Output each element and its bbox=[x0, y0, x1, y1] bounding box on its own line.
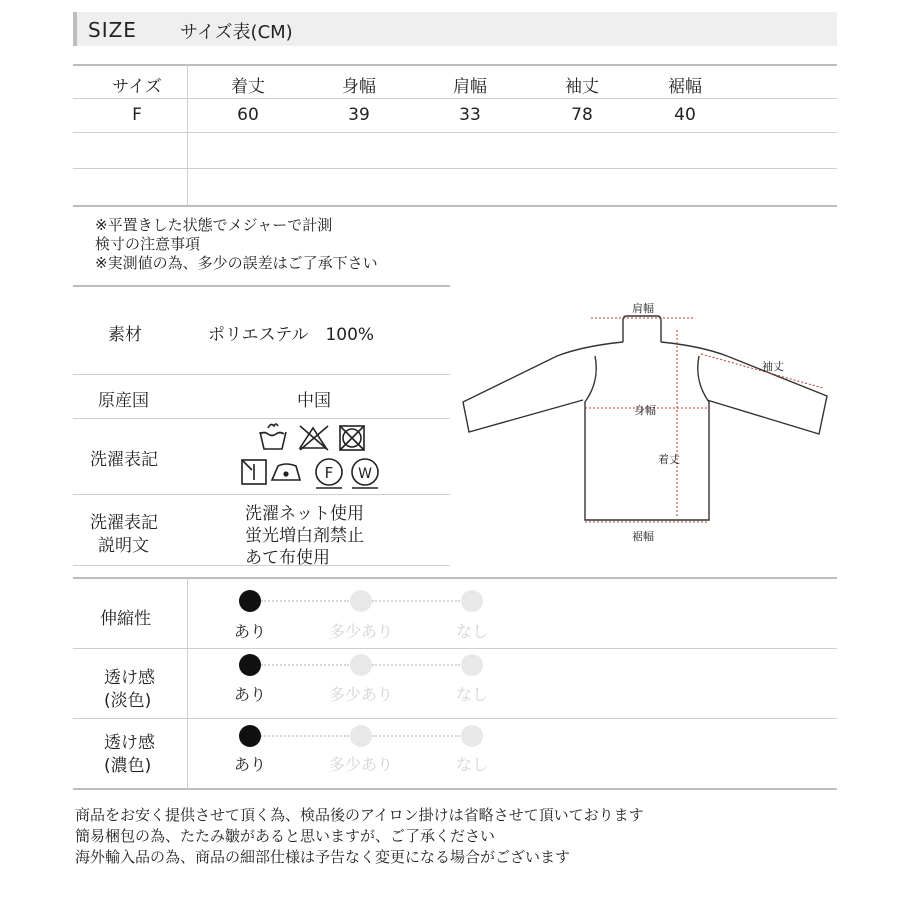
stretch-level-dot-selected bbox=[239, 590, 261, 612]
info-table-divider bbox=[73, 374, 450, 375]
origin-value: 中国 bbox=[297, 391, 331, 411]
care-description-label: 説明文 bbox=[98, 536, 149, 556]
sheer-light-dotted-line bbox=[372, 664, 460, 666]
svg-text:W: W bbox=[358, 466, 372, 482]
no-tumble-dry-icon bbox=[340, 426, 364, 450]
sheer-light-dotted-line bbox=[261, 664, 349, 666]
footer-note: 海外輸入品の為、商品の細部仕様は予告なく変更になる場合がございます bbox=[75, 848, 571, 866]
diagram-label-hem: 裾幅 bbox=[632, 530, 654, 543]
size-table-header: 袖丈 bbox=[565, 77, 599, 97]
stretch-dotted-line bbox=[261, 600, 349, 602]
material-value: ポリエステル 100% bbox=[208, 325, 375, 345]
size-table-cell: 60 bbox=[237, 105, 259, 125]
sheer-light-label: 透け感 bbox=[104, 668, 155, 688]
sheer-light-sublabel: (淡色) bbox=[104, 691, 152, 711]
sheer-dark-level-label: 多少あり bbox=[328, 755, 393, 774]
sheer-dark-level-label: なし bbox=[455, 755, 488, 774]
hand-wash-40-icon bbox=[260, 424, 286, 449]
sheer-dark-level-label: あり bbox=[233, 755, 266, 774]
origin-label: 原産国 bbox=[98, 391, 149, 411]
info-table-top-border bbox=[73, 285, 450, 287]
garment-diagram bbox=[455, 290, 840, 550]
sheer-dark-level-dot-selected bbox=[239, 725, 261, 747]
sheer-dark-label: 透け感 bbox=[104, 733, 155, 753]
measurement-note: ※平置きした状態でメジャーで計測 bbox=[95, 216, 333, 234]
svg-text:F: F bbox=[324, 464, 334, 482]
size-header-accent bbox=[73, 12, 77, 46]
care-description-line: 蛍光増白剤禁止 bbox=[245, 526, 364, 546]
size-table-header: 裾幅 bbox=[668, 77, 702, 97]
stretch-level-label: 多少あり bbox=[328, 622, 393, 641]
stretch-level-dot bbox=[461, 590, 483, 612]
size-table-cell: 33 bbox=[459, 105, 481, 125]
stretch-level-label: あり bbox=[233, 622, 266, 641]
care-description-line: 洗濯ネット使用 bbox=[245, 504, 364, 524]
footer-note: 商品をお安く提供させて頂く為、検品後のアイロン掛けは省略させて頂いております bbox=[75, 806, 644, 824]
care-description-line: あて布使用 bbox=[245, 548, 330, 568]
diagram-label-shoulder: 肩幅 bbox=[632, 302, 654, 315]
care-description-label: 洗濯表記 bbox=[90, 513, 158, 533]
care-symbols bbox=[236, 420, 396, 492]
line-dry-shade-icon bbox=[242, 460, 266, 484]
stretch-label: 伸縮性 bbox=[100, 609, 151, 629]
size-table-cell: 39 bbox=[348, 105, 370, 125]
size-header-label: SIZE bbox=[88, 18, 137, 42]
stretch-level-dot bbox=[350, 590, 372, 612]
size-table-header: 身幅 bbox=[342, 77, 376, 97]
info-table-divider bbox=[73, 418, 450, 419]
size-header-subtitle: サイズ表(CM) bbox=[180, 22, 293, 43]
care-label: 洗濯表記 bbox=[90, 450, 158, 470]
turtleneck-outline-icon bbox=[463, 316, 827, 520]
size-table-cell: 40 bbox=[674, 105, 696, 125]
sheer-light-level-label: あり bbox=[233, 685, 266, 704]
size-table-cell: 78 bbox=[571, 105, 593, 125]
stretch-level-label: なし bbox=[455, 622, 488, 641]
low-iron-icon bbox=[272, 464, 300, 480]
size-table-header: 着丈 bbox=[231, 77, 265, 97]
diagram-label-body-width: 身幅 bbox=[634, 404, 656, 417]
stretch-dotted-line bbox=[372, 600, 460, 602]
measurement-note: 検寸の注意事項 bbox=[95, 235, 201, 253]
dry-clean-f-icon bbox=[316, 459, 342, 488]
sheer-dark-level-dot bbox=[461, 725, 483, 747]
footer-note: 簡易梱包の為、たたみ皺があると思いますが、ご了承ください bbox=[75, 827, 496, 845]
sheer-light-level-dot bbox=[350, 654, 372, 676]
diagram-label-length: 着丈 bbox=[658, 453, 680, 466]
sheer-dark-level-dot bbox=[350, 725, 372, 747]
sheer-dark-dotted-line bbox=[372, 735, 460, 737]
no-bleach-icon bbox=[300, 426, 328, 450]
material-label: 素材 bbox=[108, 325, 142, 345]
size-table-header: サイズ bbox=[112, 77, 162, 97]
size-table-cell: F bbox=[132, 105, 142, 125]
info-table-divider bbox=[73, 494, 450, 495]
sheer-light-level-label: なし bbox=[455, 685, 488, 704]
size-table-bottom-border bbox=[73, 205, 837, 207]
attribute-table-bottom-border bbox=[73, 788, 837, 790]
size-table-header: 肩幅 bbox=[453, 77, 487, 97]
sheer-dark-sublabel: (濃色) bbox=[104, 756, 152, 776]
sheer-dark-dotted-line bbox=[261, 735, 349, 737]
sheer-light-level-dot bbox=[461, 654, 483, 676]
sheer-light-level-dot-selected bbox=[239, 654, 261, 676]
wet-clean-w-icon bbox=[352, 459, 378, 488]
attribute-table-column-divider bbox=[187, 577, 188, 788]
sheer-light-level-label: 多少あり bbox=[328, 685, 393, 704]
diagram-label-sleeve: 袖丈 bbox=[762, 360, 784, 373]
measurement-note: ※実測値の為、多少の誤差はご了承下さい bbox=[95, 254, 378, 272]
